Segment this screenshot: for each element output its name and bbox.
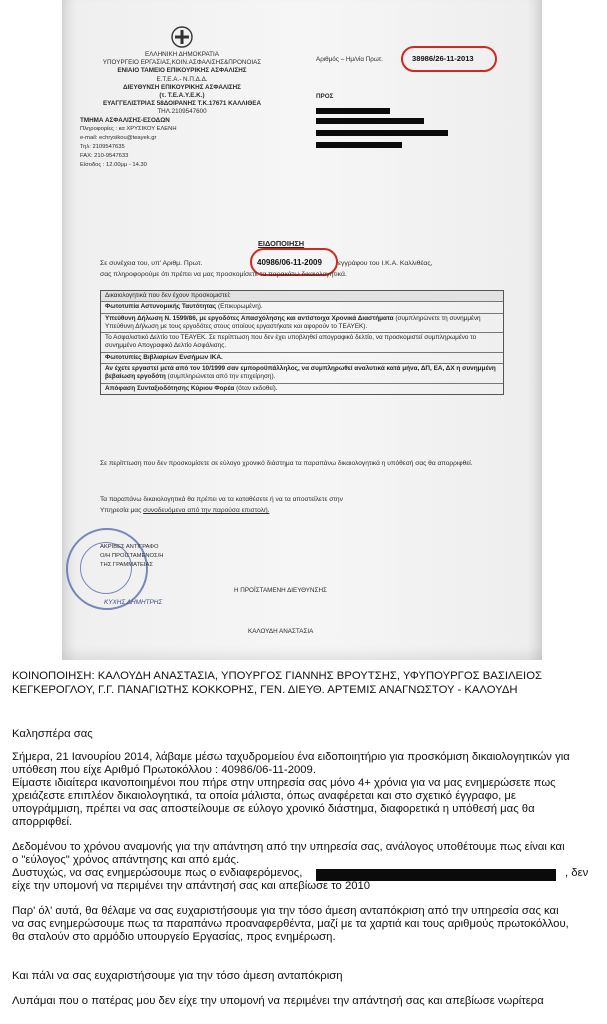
official-stamp <box>66 528 148 610</box>
paragraph-line: Σήμερα, 21 Ιανουρίου 2014, λάβαμε μέσω ταχυδρομείου ένα ειδοποιητήριο για προσκόμιση δικαιολογητικών για <box>12 751 570 763</box>
paragraph-line: Δεδομένου το χρόνου αναμονής για την απάντηση από την υπηρεσία σας, ανάλογος υποθέτουμε πως είναι και <box>12 841 565 853</box>
paragraph-line: Παρ' όλ' αυτά, θα θέλαμε να σας ευχαριστήσουμε για την τόσο άμεση ανταπόκριση από την υπηρεσία σας και <box>12 905 559 917</box>
paragraph-line: Είμαστε ιδιαίτερα ικανοποιημένοι που πήρε στην υπηρεσία σας μόνο 4+ χρόνια για να μας ενημερώσετε πως <box>12 777 556 789</box>
contact-line: FAX: 210-9547633 <box>80 153 129 159</box>
copy-line: ΤΗΣ ΓΡΑΜΜΑΤΕΙΑΣ <box>100 562 153 568</box>
redaction-bar <box>316 142 402 148</box>
header-line: ΕΛΛΗΝΙΚΗ ΔΗΜΟΚΡΑΤΙΑ <box>145 51 219 58</box>
paragraph-line: Λυπάμαι που ο πατέρας μου δεν είχε την υπομονή να περιμένει την απάντησή σας και απεβίωσε νωρίτερα <box>12 995 544 1007</box>
submission-text: Υπηρεσία μας <box>100 507 142 514</box>
row-text: Το Ασφαλιστικό Δελτίο του ΤΕΑΥΕΚ. Σε περίπτωση που δεν έχει υποβληθεί απογραφικό δελτίο, να προσκομιστεί συμπληρωμένο το συνημμένο Απογραφικό Δελτίο Ασφάλισης. <box>105 334 477 350</box>
row-text: (Επικυρωμένη). <box>216 303 263 311</box>
recipient-label: ΠΡΟΣ <box>316 93 334 100</box>
paragraph-line: είχε την υπομονή να περιμένει την απάντησή σας και απεβίωσε το 2010 <box>12 880 371 892</box>
redaction-bar <box>316 108 390 114</box>
intro-ref-number: 40986/06-11-2009 <box>257 258 322 267</box>
paragraph-line: Και πάλι να σας ευχαριστήσουμε για την τόσο άμεση ανταπόκριση <box>12 970 343 982</box>
paragraph-line: θα σταλούν στο αρμόδιο υπουργείο Εργασίας, προς ενημέρωση. <box>12 931 336 943</box>
table-row <box>101 301 503 312</box>
header-line: ΔΙΕΥΘΥΝΣΗ ΕΠΙΚΟΥΡΙΚΗΣ ΑΣΦΑΛΙΣΗΣ <box>123 84 241 91</box>
cc-line: ΚΟΙΝΟΠΟΙΗΣΗ: ΚΑΛΟΥΔΗ ΑΝΑΣΤΑΣΙΑ, ΥΠΟΥΡΓΟΣ ΓΙΑΝΝΗΣ ΒΡΟΥΤΣΗΣ, ΥΦΥΠΟΥΡΓΟΣ ΒΑΣΙΛΕΙΟΣ <box>12 670 542 682</box>
warning-paragraph: Σε περίπτωση που δεν προσκομίσετε σε εύλογο χρονικό διάστημα τα παραπάνω δικαιολογητικά η υπόθεσή σας θα απορριφθεί. <box>100 460 473 467</box>
row-text: (συμπληρώνεται από την επιχείρηση). <box>165 373 276 381</box>
signature-title: Η ΠΡΟΪΣΤΑΜΕΝΗ ΔΙΕΥΘΥΝΣΗΣ <box>234 587 327 594</box>
cc-line: ΚΕΓΚΕΡΟΓΛΟΥ, Γ.Γ. ΠΑΝΑΓΙΩΤΗΣ ΚΟΚΚΟΡΗΣ, ΓΕΝ. ΔΙΕΥΘ. ΑΡΤΕΜΙΣ ΑΝΑΓΝΩΣΤΟΥ - ΚΑΛΟΥΔΗ <box>12 684 518 696</box>
redaction-bar <box>316 118 424 124</box>
row-bold-text: Αν έχετε εργαστεί μετά από τον 10/1999 σαν εμποροϋπάλληλος, να συμπληρωθεί αναλυτικά κατά μήνα, ΔΠ, ΕΑ, ΔΧ η συνημμένη βεβαίωση εργοδότη <box>105 365 496 381</box>
paragraph-line: υπογράμμιση, πρέπει να σας αποστείλουμε σε εύλογο χρονικό διάστημα, διαφορετικά η υπόθεσή μας θα <box>12 803 535 815</box>
greek-emblem-icon <box>171 26 193 48</box>
row-text: (όταν εκδοθεί). <box>234 384 278 392</box>
intro-after: εγγράφου του Ι.Κ.Α. Καλλιθέας, <box>338 260 433 267</box>
signature-name: ΚΑΛΟΥΔΗ ΑΝΑΣΤΑΣΙΑ <box>248 628 314 635</box>
paragraph-line: να σας ενημερώσουμε πως τα παραπάνω προαναφερθέντα, μαζί με τα χαρτιά και τους αριθμούς πρωτοκόλλου, <box>12 918 569 930</box>
scanned-letter <box>62 0 542 660</box>
contact-line: Τηλ: 2109547635 <box>80 144 125 150</box>
header-line: ΕΝΙΑΙΟ ΤΑΜΕΙΟ ΕΠΙΚΟΥΡΙΚΗΣ ΑΣΦΑΛΙΣΗΣ <box>117 67 247 74</box>
paragraph-line: ο "εύλογος" χρόνος απάντησης και από εμάς. <box>12 854 240 866</box>
document-title: ΕΙΔΟΠΟΙΗΣΗ <box>258 239 305 248</box>
header-line: ΕΥΑΓΓΕΛΙΣΤΡΙΑΣ 58ΔΟΙΡΑΝΗΣ Τ.Κ.17671 ΚΑΛΛΙΘΕΑ <box>102 100 261 107</box>
table-header <box>101 291 503 301</box>
submission-text: Τα παραπάνω δικαιολογητικά θα πρέπει να τα καταθέσετε ή να τα αποστείλετε στην <box>100 496 343 503</box>
paragraph-line: υπόθεση που είχε Αριθμό Πρωτοκόλλου : 40986/06-11-2009. <box>12 764 316 776</box>
department: ΤΜΗΜΑ ΑΣΦΑΛΙΣΗΣ-ΕΣΟΔΩΝ <box>80 117 170 124</box>
requirements-table <box>100 290 504 395</box>
table-row <box>101 363 503 383</box>
submission-underlined: συνοδευόμενα από την παρούσα επιστολή. <box>143 507 270 514</box>
header-line: (τ. Τ.Ε.Α.Υ.Ε.Κ.) <box>159 92 205 99</box>
paragraph-line: , δεν <box>565 867 589 879</box>
paragraph-line: χρειάζεστε επιπλέον δικαιολογητικά, τα οποία μάλιστα, όπως αναφέρεται και στο σχετικό έγγραφο, με <box>12 790 516 802</box>
row-bold-text: Φωτοτυπία Αστυνομικής Ταυτότητας <box>105 303 217 311</box>
paragraph-line: Δυστυχώς, να σας ενημερώσουμε πως ο ενδιαφερόμενος, <box>12 867 303 879</box>
table-row <box>101 313 503 333</box>
intro-line: σας πληροφορούμε ότι πρέπει να μας προσκομίσετε τα παρακάτω δικαιολογητικά. <box>100 271 347 278</box>
ref-label: Αριθμός – Ημ/νία Πρωτ. <box>316 56 383 63</box>
table-row <box>101 332 503 352</box>
copy-line: Ο/Η ΠΡΟΪΣΤΑΜΕΝΟΣ/Η <box>100 553 164 559</box>
row-bold-text: Φωτοτυπίες Βιβλιαρίων Ενσήμων ΙΚΑ. <box>105 353 223 361</box>
redaction-bar <box>316 130 448 136</box>
stamp-name: ΚΥΧΗΣ ΔΗΜΗΤΡΗΣ <box>104 599 163 606</box>
header-line: ΤΗΛ.2109547600 <box>157 108 207 115</box>
contact-line: e-mail: echrysikou@teayek.gr <box>80 135 157 141</box>
row-text: (συμπληρώνετε τη συνημμένη Υπεύθυνη Δήλωση με τους εργοδότες στους οποίους εργαστήκατε και αφορούν το ΤΕΑΥΕΚ). <box>105 314 481 330</box>
copy-line: ΑΚΡΙΒΕΣ ΑΝΤΙΓΡΑΦΟ <box>100 544 159 550</box>
table-row <box>101 352 503 363</box>
greeting: Καλησπέρα σας <box>12 728 93 740</box>
row-bold-text: Απόφαση Συνταξιοδότησης Κύριου Φορέα <box>105 384 235 392</box>
paragraph-line: απορριφθεί. <box>12 816 73 828</box>
submission-paragraph <box>100 494 480 516</box>
contact-line: Πληροφορίες : κα ΧΡΥΣΙΚΟΥ ΕΛΕΝΗ <box>80 126 177 132</box>
row-bold-text: Υπεύθυνη Δήλωση Ν. 1599/86, με εργοδότες Απασχόλησης και αντίστοιχα Χρονικά Διαστήματα <box>105 314 394 322</box>
header-line: ΥΠΟΥΡΓΕΙΟ ΕΡΓΑΣΙΑΣ,ΚΟΙΝ.ΑΣΦΑΛΙΣΗΣ&ΠΡΟΝΟΙΑΣ <box>102 59 262 66</box>
intro-before: Σε συνέχεια του, υπ' Αριθμ. Πρωτ. <box>100 260 203 267</box>
table-header-text: Δικαιολογητικά που δεν έχουν προσκομιστεί: <box>105 292 231 299</box>
table-row <box>101 383 503 394</box>
contact-line: Είσοδος : 12.00μμ - 14.30 <box>80 162 147 168</box>
ref-number: 38986/26-11-2013 <box>412 54 474 63</box>
header-line: Ε.Τ.Ε.Α.- Ν.Π.Δ.Δ. <box>156 76 208 83</box>
